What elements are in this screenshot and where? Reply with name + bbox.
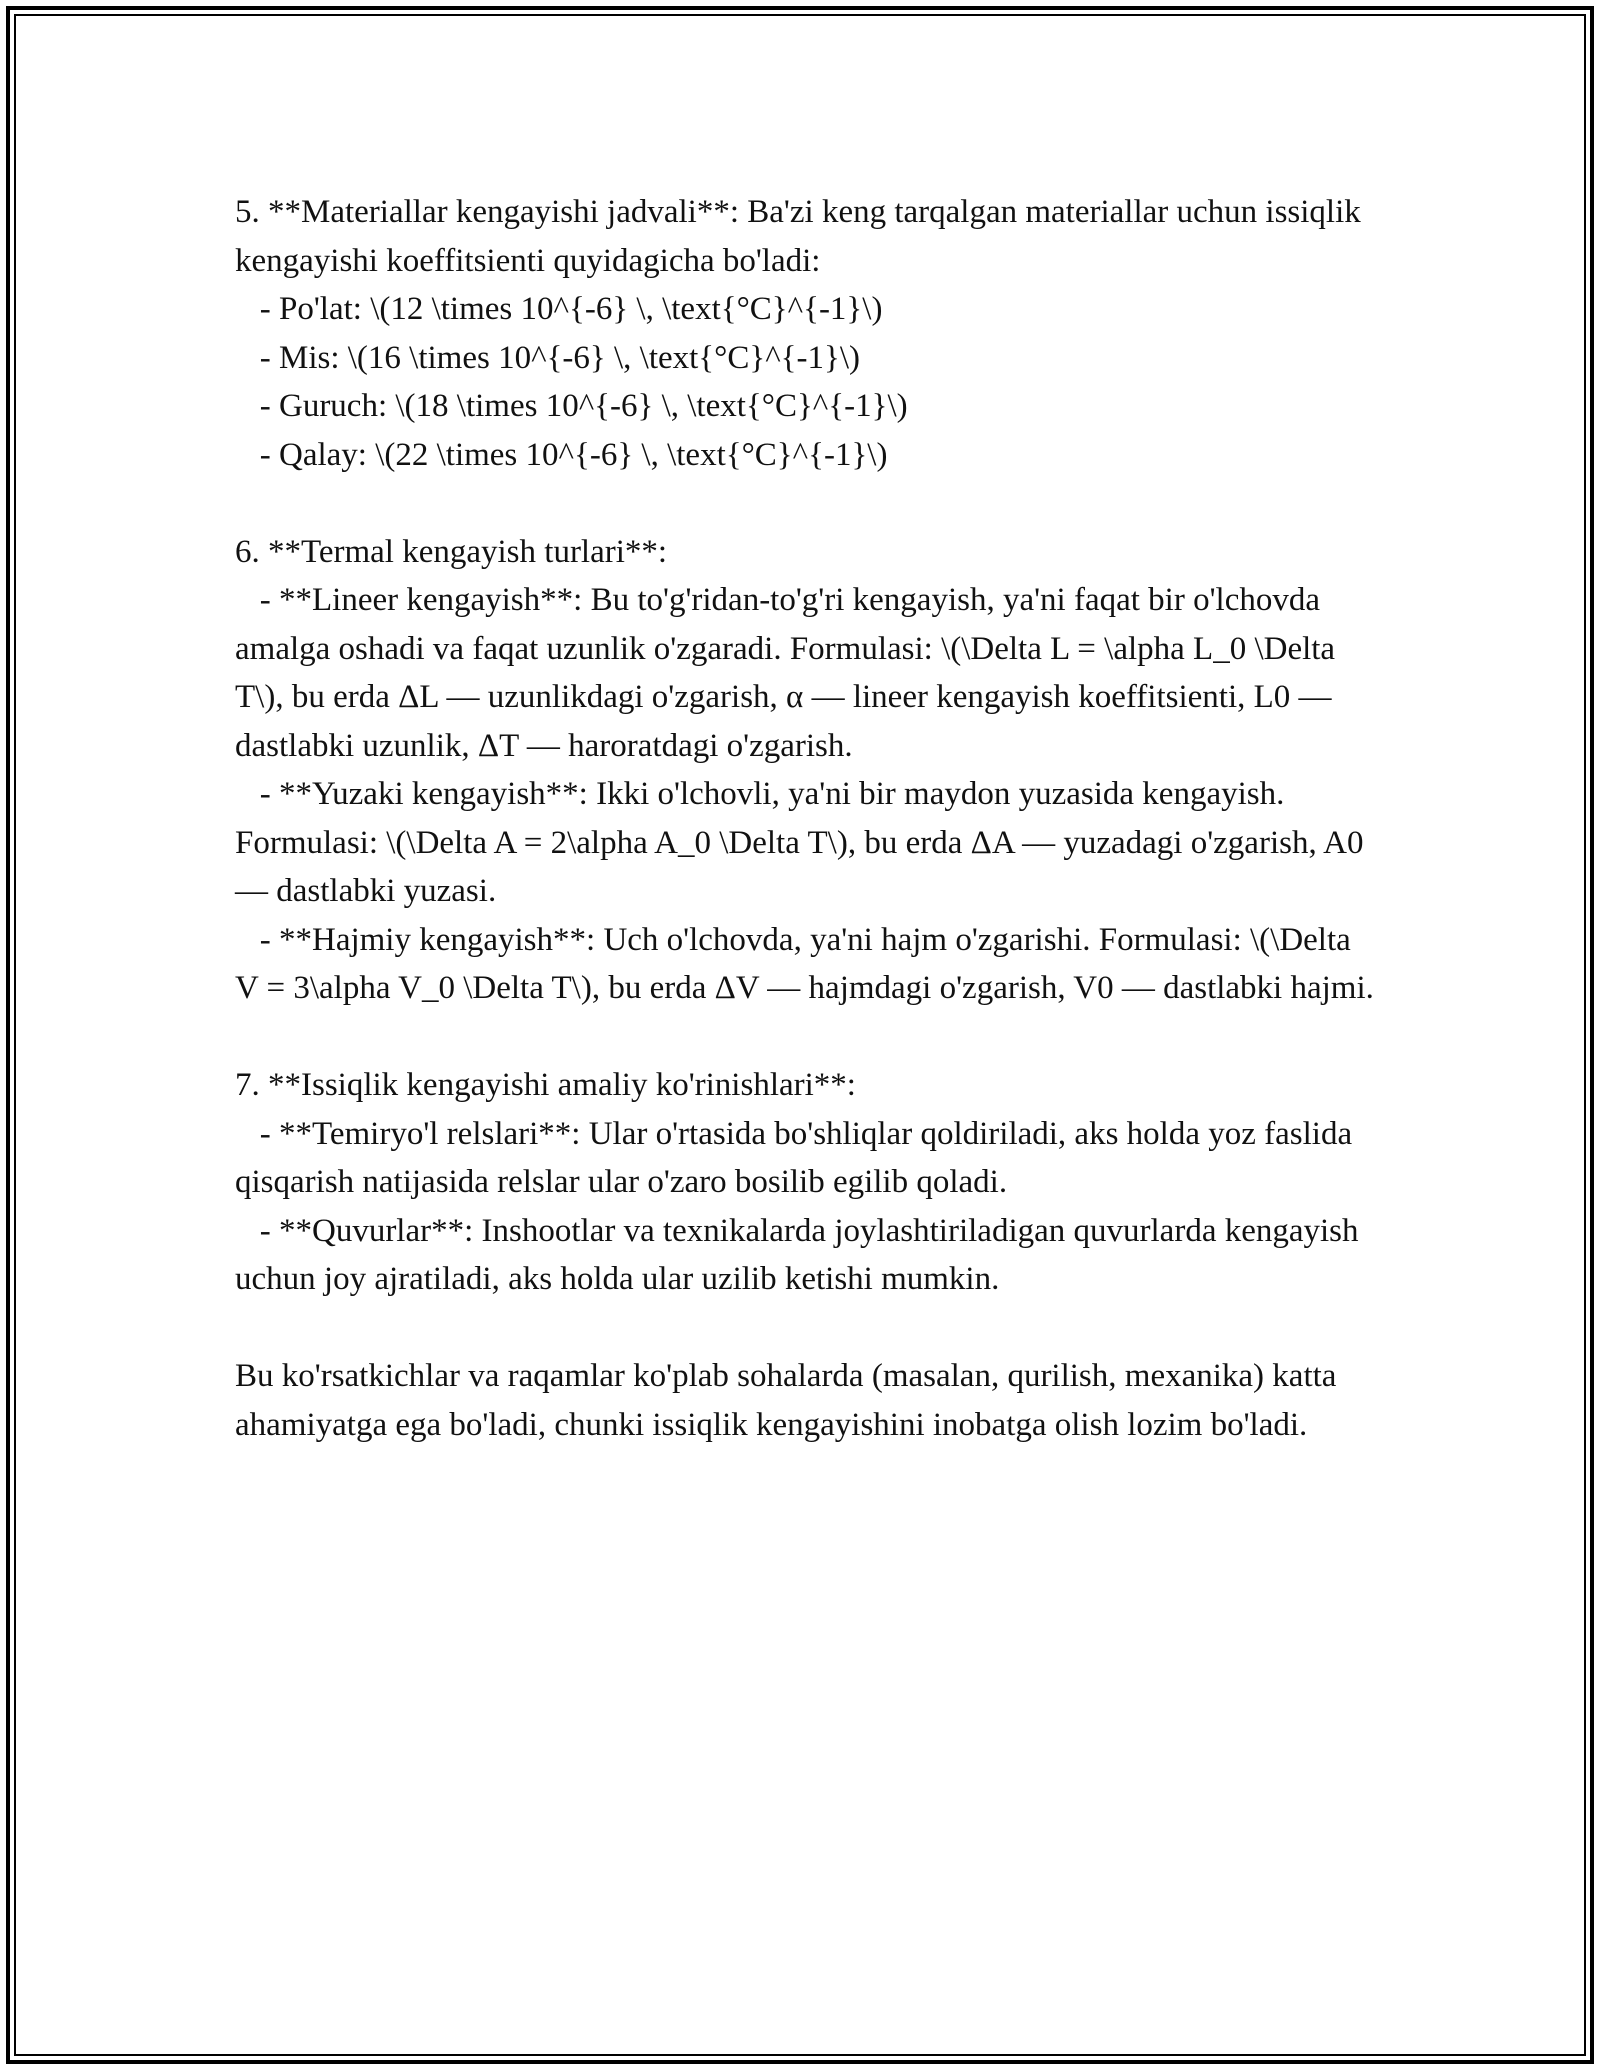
paragraph-gap xyxy=(235,479,1375,528)
expansion-type-surface: - **Yuzaki kengayish**: Ikki o'lchovli, ya'ni bir maydon yuzasida kengayish. Formulasi: \(\Delta A = 2\alpha A_0 \Delta T\), bu erda ΔA — yuzadagi o'zgarish, A0 — dastlabki yuzasi. xyxy=(235,776,1372,909)
expansion-type-linear: - **Lineer kengayish**: Bu to'g'ridan-to'g'ri kengayish, ya'ni faqat bir o'lchovda amalga oshadi va faqat uzunlik o'zgaradi. Formulasi: \(\Delta L = \alpha L_0 \Delta T\), bu erda ΔL — uzunlikdagi o'zgarish, α — lineer kengayish koeffitsienti, L0 — dastlabki uzunlik, ΔT — haroratdagi o'zgarish. xyxy=(235,582,1343,764)
conclusion-paragraph xyxy=(235,1352,1375,1449)
section-5 xyxy=(235,188,1375,479)
material-item-qalay: - Qalay: \(22 \times 10^{-6} \, \text{°C}^{-1}\) xyxy=(235,436,888,473)
material-item-guruch: - Guruch: \(18 \times 10^{-6} \, \text{°C}^{-1}\) xyxy=(235,388,908,424)
section-7-heading: 7. **Issiqlik kengayishi amaliy ko'rinishlari**: xyxy=(235,1067,856,1103)
section-7 xyxy=(235,1061,1375,1304)
expansion-type-volume: - **Hajmiy kengayish**: Uch o'lchovda, ya'ni hajm o'zgarishi. Formulasi: \(\Delta V = 3\alpha V_0 \Delta T\), bu erda ΔV — hajmdagi o'zgarish, V0 — dastlabki hajmi. xyxy=(235,921,1374,1006)
application-rails: - **Temiryo'l relslari**: Ular o'rtasida bo'shliqlar qoldiriladi, aks holda yoz faslida qisqarish natijasida relslar ular o'zaro bosilib egilib qoladi. xyxy=(235,1115,1361,1200)
paragraph-gap xyxy=(235,1013,1375,1062)
application-pipes: - **Quvurlar**: Inshootlar va texnikalarda joylashtiriladigan quvurlarda kengayish uchun joy ajratiladi, aks holda ular uzilib ketishi mumkin. xyxy=(235,1212,1367,1297)
paragraph-gap xyxy=(235,1304,1375,1353)
section-5-heading: 5. **Materiallar kengayishi jadvali**: Ba'zi keng tarqalgan materiallar uchun issiqlik kengayishi koeffitsienti quyidagicha bo'ladi: xyxy=(235,194,1361,279)
document-body xyxy=(235,188,1375,1449)
material-item-mis: - Mis: \(16 \times 10^{-6} \, \text{°C}^{-1}\) xyxy=(235,339,861,376)
conclusion-text: Bu ko'rsatkichlar va raqamlar ko'plab sohalarda (masalan, qurilish, mexanika) katta ahamiyatga ega bo'ladi, chunki issiqlik kengayishini inobatga olish lozim bo'ladi. xyxy=(235,1358,1337,1443)
material-item-polat: - Po'lat: \(12 \times 10^{-6} \, \text{°C}^{-1}\) xyxy=(235,291,883,327)
section-6 xyxy=(235,528,1375,1013)
section-6-heading: 6. **Termal kengayish turlari**: xyxy=(235,533,668,570)
